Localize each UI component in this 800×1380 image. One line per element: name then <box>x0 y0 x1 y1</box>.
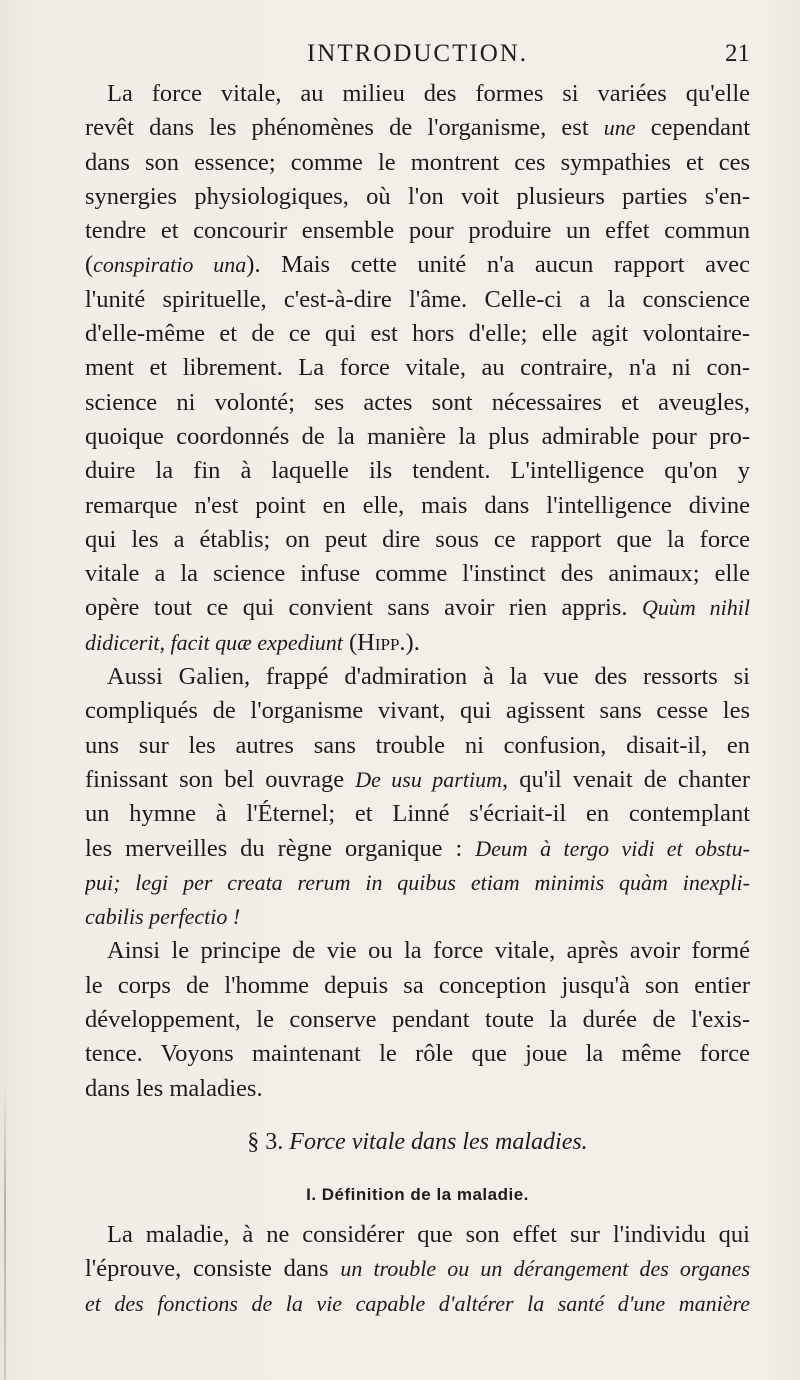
paragraph-4 <box>85 1218 750 1321</box>
text-line: duire la fin à laquelle ils tendent. L'intelligence qu'on y <box>85 457 750 485</box>
paragraph-2 <box>85 660 750 934</box>
text-line: cabilis perfectio ! <box>85 904 241 930</box>
section-number: § 3. <box>247 1128 284 1155</box>
text-line: finissant son bel ouvrage De usu partium, qu'il venait de chanter <box>85 765 750 793</box>
text-line: (conspiratio una). Mais cette unité n'a aucun rapport avec <box>85 251 750 279</box>
text-line: vitale a la science infuse comme l'instinct des animaux; elle <box>85 560 750 588</box>
text-line: ment et librement. La force vitale, au contraire, n'a ni con- <box>85 354 750 382</box>
text-line: et des fonctions de la vie capable d'altérer la santé d'une manière <box>85 1290 750 1316</box>
text-line: synergies physiologiques, où l'on voit plusieurs parties s'en- <box>85 182 750 210</box>
text-line: tence. Voyons maintenant le rôle que joue la même force <box>85 1040 750 1068</box>
page-number: 21 <box>725 40 750 67</box>
paragraph-3 <box>85 934 750 1105</box>
subsection-number: I. <box>306 1184 317 1204</box>
text-line: Ainsi le principe de vie ou la force vitale, après avoir formé <box>107 937 750 965</box>
text-line: science ni volonté; ses actes sont nécessaires et aveugles, <box>85 388 750 416</box>
text-line: l'unité spirituelle, c'est-à-dire l'âme. Celle-ci a la conscience <box>85 285 750 313</box>
page-header <box>85 40 750 76</box>
text-line: pui; legi per creata rerum in quibus etiam minimis quàm inexpli- <box>85 869 750 895</box>
text-line: La force vitale, au milieu des formes si variées qu'elle <box>107 80 750 107</box>
section-title: Force vitale dans les maladies. <box>289 1128 588 1155</box>
text-line: développement, le conserve pendant toute la durée de l'exis- <box>85 1006 750 1034</box>
text-line: qui les a établis; on peut dire sous ce rapport que la force <box>85 525 750 553</box>
page-body <box>85 77 750 1321</box>
paragraph-1 <box>85 77 750 660</box>
text-line: le corps de l'homme depuis sa conception jusqu'à son entier <box>85 971 750 999</box>
text-line: dans les maladies. <box>85 1074 263 1102</box>
text-line: revêt dans les phénomènes de l'organisme, est une cependant <box>85 114 750 142</box>
page-fold-shadow <box>4 1080 6 1380</box>
text-line: uns sur les autres sans trouble ni confusion, disait-il, en <box>85 731 750 759</box>
text-line: didicerit, facit quæ expediunt (Hipp.). <box>85 628 420 656</box>
section-heading <box>85 1112 750 1172</box>
text-line: quoique coordonnés de la manière la plus admirable pour pro- <box>85 422 750 450</box>
text-line: compliqués de l'organisme vivant, qui agissent sans cesse les <box>85 697 750 725</box>
subsection-heading <box>85 1172 750 1218</box>
text-line: remarque n'est point en elle, mais dans l'intelligence divine <box>85 491 750 519</box>
text-line: l'éprouve, consiste dans un trouble ou un dérangement des organes <box>85 1255 750 1283</box>
text-line: opère tout ce qui convient sans avoir rien appris. Quùm nihil <box>85 594 750 622</box>
subsection-title: Définition de la maladie. <box>321 1184 529 1204</box>
running-head: INTRODUCTION. <box>306 40 529 67</box>
text-line: un hymne à l'Éternel; et Linné s'écriait-il en contemplant <box>85 800 750 828</box>
text-line: les merveilles du règne organique : Deum à tergo vidi et obstu- <box>85 834 750 862</box>
text-line: Aussi Galien, frappé d'admiration à la vue des ressorts si <box>107 663 750 691</box>
text-line: tendre et concourir ensemble pour produire un effet commun <box>85 217 750 245</box>
text-line: La maladie, à ne considérer que son effet sur l'individu qui <box>107 1220 750 1248</box>
text-line: dans son essence; comme le montrent ces sympathies et ces <box>85 148 750 176</box>
text-line: d'elle-même et de ce qui est hors d'elle; elle agit volontaire- <box>85 320 750 348</box>
